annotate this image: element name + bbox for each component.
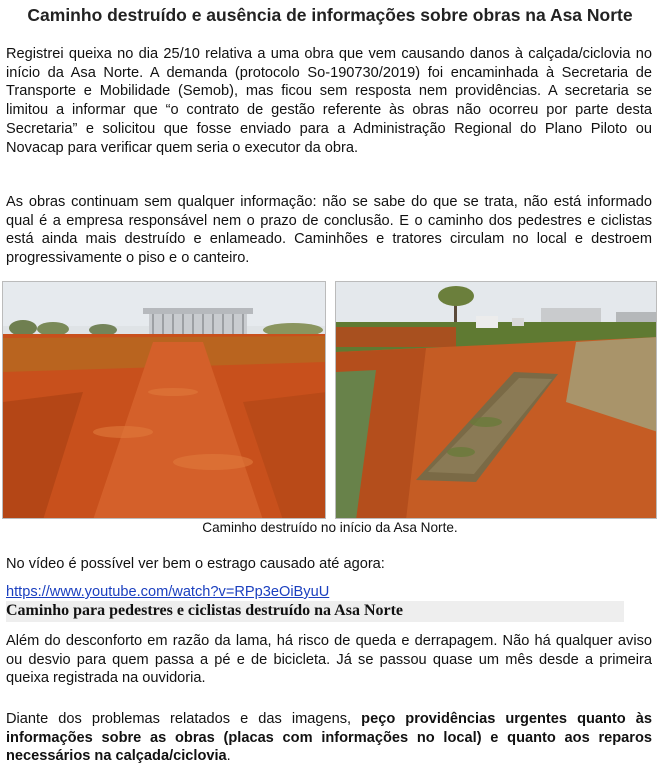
video-title: Caminho para pedestres e ciclistas destruído na Asa Norte bbox=[6, 602, 404, 619]
paragraph-works-status: As obras continuam sem qualquer informação: não se sabe do que se trata, não está informado qual é a empresa responsável nem o prazo de conclusão. E o caminho dos pedestres e ciclistas está ainda mais destruído e enlameado. Caminhões e tratores circulam no local e destroem progressivamente o piso e o canteiro. bbox=[6, 194, 652, 267]
paragraph-request bbox=[6, 710, 652, 766]
video-link[interactable]: https://www.youtube.com/watch?v=RPp3eOiByuU bbox=[6, 584, 330, 600]
photo-stadium-dirt-path bbox=[2, 281, 326, 519]
photo-caption: Caminho destruído no início da Asa Norte. bbox=[202, 520, 458, 535]
document-title: Caminho destruído e ausência de informações sobre obras na Asa Norte bbox=[27, 5, 633, 25]
paragraph-complaint: Registrei queixa no dia 25/10 relativa a uma obra que vem causando danos à calçada/ciclovia no início da Asa Norte. A demanda (protocolo So-190730/2019) foi encaminhada à Secretaria de Transporte e Mobilidade (Semob), mas ficou sem resposta nem providências. A secretaria se limitou a informar que “o contrato de gestão referente às obras não ocorreu por parte desta Secretaria” e solicitou que fosse enviado para a Administração Regional do Plano Piloto ou Novacap para verificar quem seria o executor da obra. bbox=[6, 46, 652, 156]
photo-muddy-median bbox=[335, 281, 657, 519]
request-emphasis: peço providências urgentes quanto às informações sobre as obras (placas com informações no local) e quanto aos reparos necessários na calçada/ciclovia bbox=[6, 711, 652, 765]
request-end: . bbox=[226, 748, 231, 765]
paragraph-risks: Além do desconforto em razão da lama, há risco de queda e derrapagem. Não há qualquer aviso ou desvio para quem passa a pé e de bicicleta. Já se passou quase um mês desde a primeira queixa registrada na ouvidoria. bbox=[6, 633, 652, 687]
video-intro: No vídeo é possível ver bem o estrago causado até agora: bbox=[6, 556, 385, 572]
photo-row bbox=[2, 281, 657, 519]
request-intro: Diante dos problemas relatados e das imagens, bbox=[6, 711, 362, 727]
